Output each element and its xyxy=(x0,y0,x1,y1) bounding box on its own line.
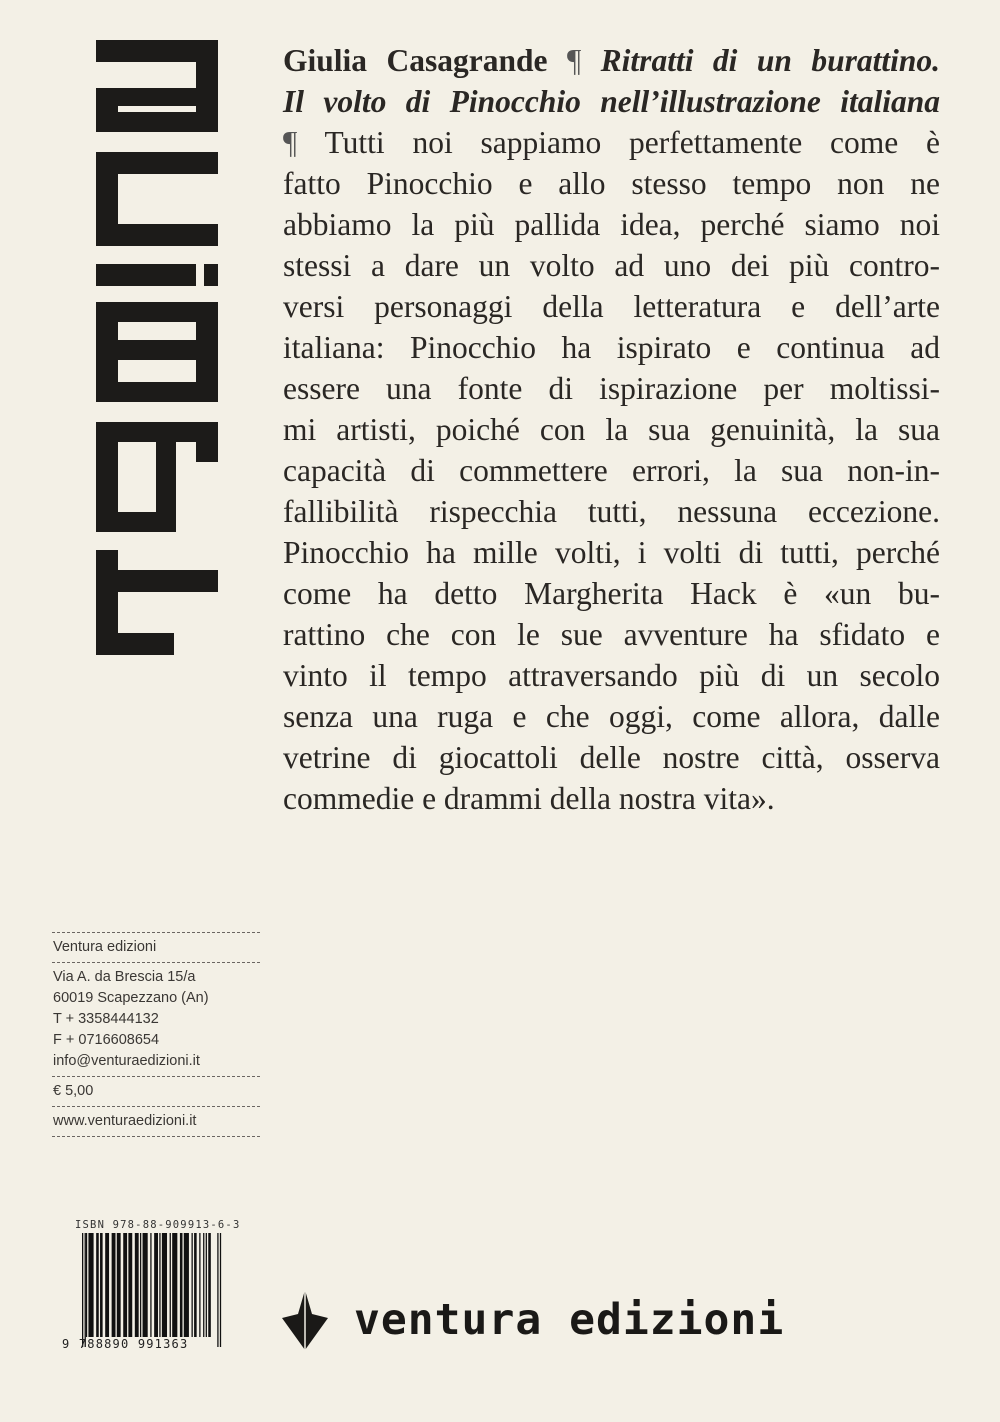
barcode-bar xyxy=(150,1233,151,1337)
barcode-bar xyxy=(206,1233,207,1337)
body-line: versi personaggi della letteratura e dell’arte xyxy=(283,289,940,324)
barcode-guard-bar xyxy=(220,1233,221,1347)
publisher-label: Ventura edizioni xyxy=(53,939,157,955)
barcode-bar xyxy=(194,1233,197,1337)
body-line: come ha detto Margherita Hack è «un bu- xyxy=(283,576,940,611)
body-line: italiana: Pinocchio ha ispirato e continua ad xyxy=(283,330,940,365)
pilcrow-mark: ¶ xyxy=(283,125,298,160)
series-logo-letters xyxy=(96,40,218,655)
publisher-mark xyxy=(282,1290,784,1350)
author-name: Giulia Casagrande xyxy=(283,43,548,78)
isbn-label: ISBN 978-88-909913-6-3 xyxy=(75,1219,241,1231)
title-line-2 xyxy=(283,81,940,122)
barcode-bar xyxy=(180,1233,183,1337)
barcode-bar xyxy=(100,1233,103,1337)
body-line: vetrine di giocattoli delle nostre città, osserva xyxy=(283,740,940,775)
barcode-guard-bar xyxy=(82,1233,83,1347)
barcode-bar xyxy=(88,1233,93,1337)
body-text: Tutti noi sappiamo perfettamente come è xyxy=(324,125,941,160)
body-line: fatto Pinocchio e allo stesso tempo non ne xyxy=(283,166,940,201)
body-line: Pinocchio ha mille volti, i volti di tutti, perché xyxy=(283,535,940,570)
barcode-bar xyxy=(112,1233,116,1337)
body-line: rattino che con le sue avventure ha sfidato e xyxy=(283,617,940,652)
barcode-bar xyxy=(117,1233,121,1337)
price: € 5,00 xyxy=(53,1083,94,1099)
body-line: capacità di commettere errori, la sua non-in- xyxy=(283,453,940,488)
body-line xyxy=(283,122,940,163)
body-line: abbiamo la più pallida idea, perché siamo noi xyxy=(283,207,940,242)
barcode-bar xyxy=(172,1233,177,1337)
barcode-bar xyxy=(159,1233,160,1337)
fax-number: F + 0716608654 xyxy=(53,1032,160,1048)
dashed-divider xyxy=(52,1136,260,1137)
phone-number: T + 3358444132 xyxy=(53,1011,159,1027)
barcode-bar xyxy=(135,1233,139,1337)
body-line: stessi a dare un volto ad uno dei più contro- xyxy=(283,248,940,283)
isbn-barcode xyxy=(82,1233,225,1347)
body-line: senza una ruga e che oggi, come allora, dalle xyxy=(283,699,940,734)
barcode-bar xyxy=(162,1233,167,1337)
colophon-contact-section xyxy=(52,963,260,1076)
barcode-bar xyxy=(184,1233,189,1337)
book-title: Ritratti di un burattino. xyxy=(600,43,941,78)
barcode-bar xyxy=(199,1233,200,1337)
colophon-publisher-section xyxy=(52,933,260,962)
ventura-logo-icon xyxy=(282,1290,328,1350)
barcode-guard-bar xyxy=(217,1233,218,1347)
pilcrow-mark: ¶ xyxy=(566,43,582,78)
barcode-bar xyxy=(208,1233,211,1337)
website: www.venturaedizioni.it xyxy=(53,1113,197,1129)
colophon-website-section xyxy=(52,1107,260,1136)
body-line: essere una fonte di ispirazione per moltissi- xyxy=(283,371,940,406)
barcode-bar xyxy=(128,1233,132,1337)
body-line-last: commedie e drammi della nostra vita». xyxy=(283,781,775,816)
series-logo-graphic xyxy=(96,40,218,655)
address-line-1: Via A. da Brescia 15/a xyxy=(53,969,196,985)
barcode-digits: 9 788890 991363 xyxy=(62,1337,189,1351)
barcode-bar xyxy=(170,1233,171,1337)
barcode-bar xyxy=(203,1233,204,1337)
barcode-bar xyxy=(105,1233,109,1337)
title-line-1 xyxy=(283,40,940,81)
barcode-bar xyxy=(143,1233,148,1337)
barcode-guard-bar xyxy=(85,1233,86,1347)
colophon xyxy=(52,932,260,1137)
book-subtitle: Il volto di Pinocchio nell’illustrazione italiana xyxy=(283,84,940,119)
back-cover-text xyxy=(283,40,940,819)
barcode-bar xyxy=(123,1233,127,1337)
address-line-2: 60019 Scapezzano (An) xyxy=(53,990,209,1006)
body-line: mi artisti, poiché con la sua genuinità, la sua xyxy=(283,412,940,447)
colophon-price-section xyxy=(52,1077,260,1106)
publisher-wordmark: ventura edizioni xyxy=(354,1295,785,1345)
barcode-bar xyxy=(86,1233,87,1337)
body-line: vinto il tempo attraversando più di un secolo xyxy=(283,658,940,693)
barcode-bar xyxy=(154,1233,158,1337)
series-logo xyxy=(96,40,218,655)
barcode-bar xyxy=(96,1233,99,1337)
body-line: fallibilità rispecchia tutti, nessuna eccezione. xyxy=(283,494,940,529)
barcode-bar xyxy=(140,1233,141,1337)
barcode-bar xyxy=(192,1233,193,1337)
email-address: info@venturaedizioni.it xyxy=(53,1053,200,1069)
